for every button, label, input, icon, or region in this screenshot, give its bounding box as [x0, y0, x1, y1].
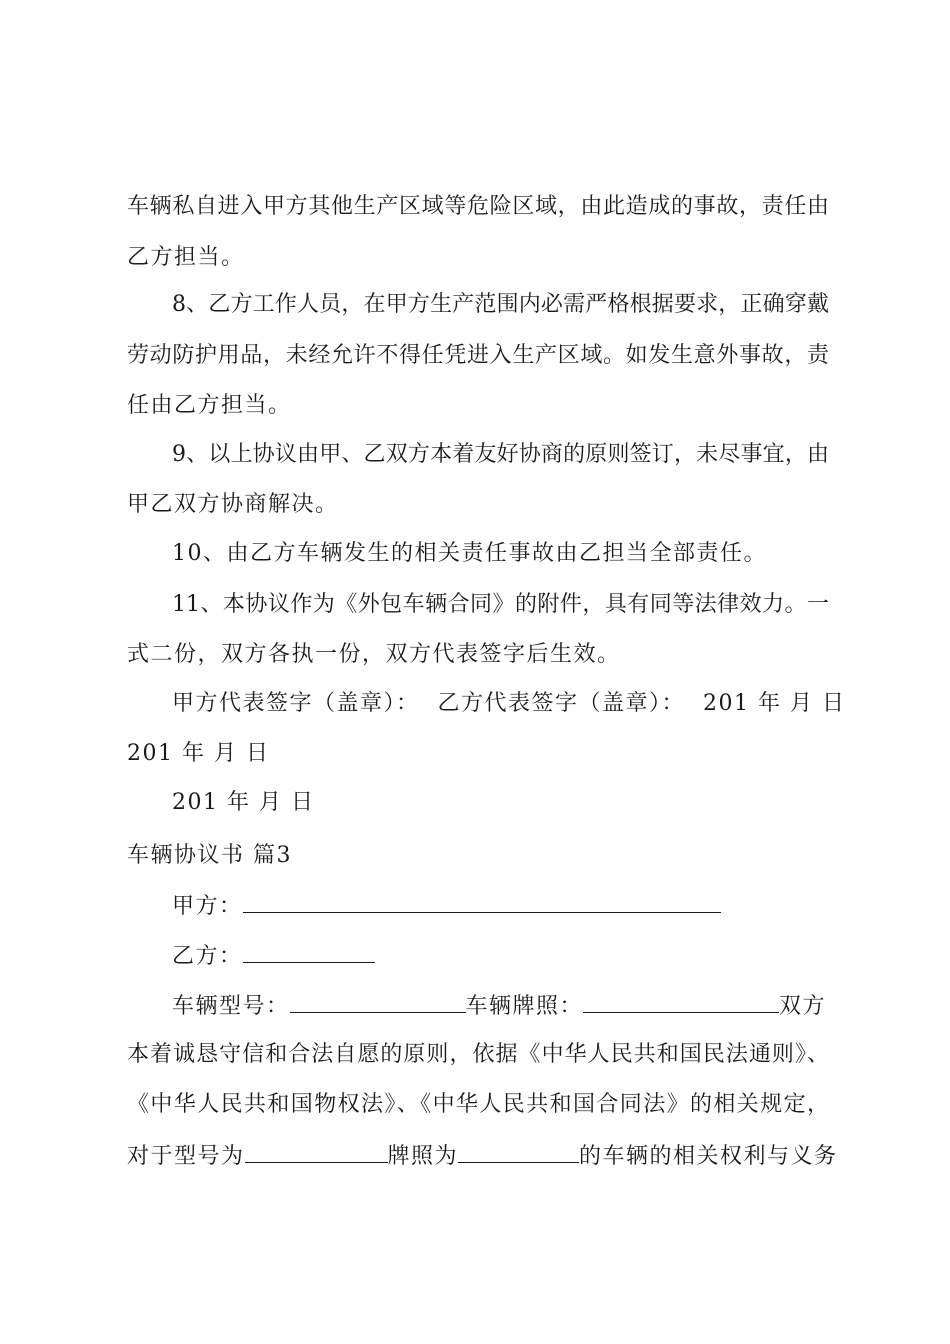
vehicle-plate-label: 车辆牌照： [465, 994, 584, 1019]
clause-8-line: 8、乙方工作人员，在甲方生产范围内必需严格根据要求，正确穿戴 [172, 292, 829, 317]
vehicle-info-line [172, 990, 826, 1022]
signature-line [172, 689, 846, 719]
party-a-label: 甲方： [172, 894, 243, 919]
vehicle-model-label: 车辆型号： [172, 994, 290, 1019]
paragraph-line: 本着诚恳守信和合法自愿的原则，依据《中华人民共和国民法通则》、 [127, 1042, 829, 1067]
paragraph-line: 车辆私自进入甲方其他生产区域等危险区域，由此造成的事故，责任由 [127, 194, 829, 219]
model-blank [245, 1140, 388, 1163]
party-b-label: 乙方： [172, 944, 243, 969]
paragraph-line: 《中华人民共和国物权法》、《中华人民共和国合同法》的相关规定， [127, 1092, 829, 1117]
clause-9-line: 9、以上协议由甲、乙双方本着友好协商的原则签订，未尽事宜，由 [172, 442, 829, 467]
plate-prefix: 牌照为 [387, 1144, 459, 1169]
signature-date: 201 年 月 日 [127, 741, 270, 766]
party-b-blank [243, 940, 375, 963]
clause-11-line: 11、本协议作为《外包车辆合同》的附件，具有同等法律效力。一 [172, 592, 829, 617]
clause-10-line: 10、由乙方车辆发生的相关责任事故由乙担当全部责任。 [172, 541, 767, 566]
paragraph-line: 乙方担当。 [127, 245, 245, 270]
model-prefix: 对于型号为 [127, 1144, 245, 1169]
party-b-signature-label: 乙方代表签字（盖章）： [437, 691, 686, 716]
party-b-line [172, 940, 375, 972]
section-title: 车辆协议书 篇3 [127, 843, 292, 868]
clause-9-line: 甲乙双方协商解决。 [127, 492, 339, 517]
party-a-signature-label: 甲方代表签字（盖章）： [172, 691, 420, 716]
paragraph-line [127, 1140, 838, 1172]
party-a-blank [243, 890, 721, 913]
signature-date: 201 年 月 日 [172, 790, 315, 815]
vehicle-plate-blank [583, 990, 779, 1013]
clause-8-line: 劳动防护用品，未经允许不得任凭进入生产区域。如发生意外事故，责 [127, 343, 829, 368]
signature-date: 201 年 月 日 [703, 691, 846, 716]
party-a-line [172, 890, 721, 922]
plate-blank [458, 1140, 579, 1163]
clause-11-line: 式二份，双方各执一份，双方代表签字后生效。 [127, 642, 621, 667]
tail-text: 双方 [779, 994, 827, 1019]
obligation-text: 的车辆的相关权利与义务 [579, 1144, 838, 1169]
vehicle-model-blank [290, 990, 466, 1013]
clause-8-line: 任由乙方担当。 [127, 393, 292, 418]
